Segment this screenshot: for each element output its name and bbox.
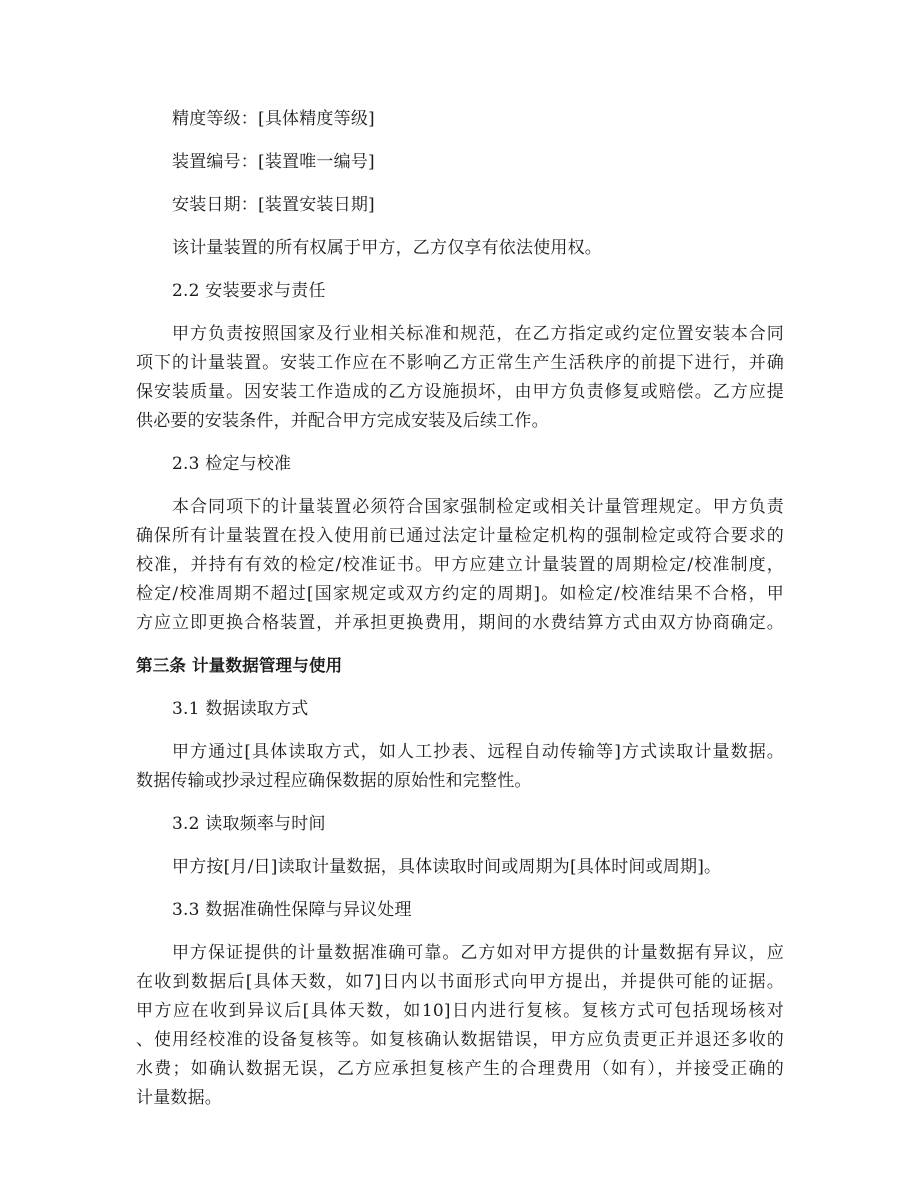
section-heading-3-2: 3.2 读取频率与时间 [172,814,326,834]
section-heading-3-1: 3.1 数据读取方式 [172,699,309,719]
ownership-statement: 该计量装置的所有权属于甲方，乙方仅享有依法使用权。 [172,238,602,258]
field-install-date: 安装日期：[装置安装日期] [172,195,375,215]
paragraph-line: 保安装质量。因安装工作造成的乙方设施损坏，由甲方负责修复或赔偿。乙方应提 [136,382,784,402]
paragraph-line: 计量数据。 [136,1088,222,1108]
paragraph-line: 甲方按[月/日]读取计量数据，具体读取时间或周期为[具体时间或周期]。 [172,857,722,877]
paragraph-line: 供必要的安装条件，并配合甲方完成安装及后续工作。 [136,411,549,431]
paragraph-line: 项下的计量装置。安装工作应在不影响乙方正常生产生活秩序的前提下进行，并确 [136,353,784,373]
paragraph-line: 确保所有计量装置在投入使用前已通过法定计量检定机构的强制检定或符合要求的 [136,526,784,546]
paragraph-line: 甲方保证提供的计量数据准确可靠。乙方如对甲方提供的计量数据有异议，应 [172,943,784,963]
paragraph-line: 甲方负责按照国家及行业相关标准和规范，在乙方指定或约定位置安装本合同 [172,324,784,344]
section-heading-3-3: 3.3 数据准确性保障与异议处理 [172,900,412,920]
paragraph-line: 在收到数据后[具体天数，如7]日内以书面形式向甲方提出，并提供可能的证据。 [136,972,784,992]
paragraph-line: 甲方通过[具体读取方式，如人工抄表、远程自动传输等]方式读取计量数据。 [172,742,784,762]
paragraph-line: 甲方应在收到异议后[具体天数，如10]日内进行复核。复核方式可包括现场核对 [136,1001,784,1021]
paragraph-line: 检定/校准周期不超过[国家规定或双方约定的周期]。如检定/校准结果不合格，甲 [136,584,784,604]
paragraph-line: 水费；如确认数据无误，乙方应承担复核产生的合理费用（如有），并接受正确的 [136,1059,784,1079]
paragraph-line: 数据传输或抄录过程应确保数据的原始性和完整性。 [136,771,532,791]
paragraph-line: 校准，并持有有效的检定/校准证书。甲方应建立计量装置的周期检定/校准制度， [136,555,784,575]
section-heading-2-3: 2.3 检定与校准 [172,454,292,474]
section-heading-2-2: 2.2 安装要求与责任 [172,281,326,301]
paragraph-line: 方应立即更换合格装置，并承担更换费用，期间的水费结算方式由双方协商确定。 [136,613,784,633]
article-heading-3: 第三条 计量数据管理与使用 [136,656,343,675]
paragraph-line: 本合同项下的计量装置必须符合国家强制检定或相关计量管理规定。甲方负责 [172,497,784,517]
field-device-number: 装置编号：[装置唯一编号] [172,152,375,172]
field-accuracy-grade: 精度等级：[具体精度等级] [172,109,375,129]
paragraph-line: 、使用经校准的设备复核等。如复核确认数据错误，甲方应负责更正并退还多收的 [136,1030,784,1050]
